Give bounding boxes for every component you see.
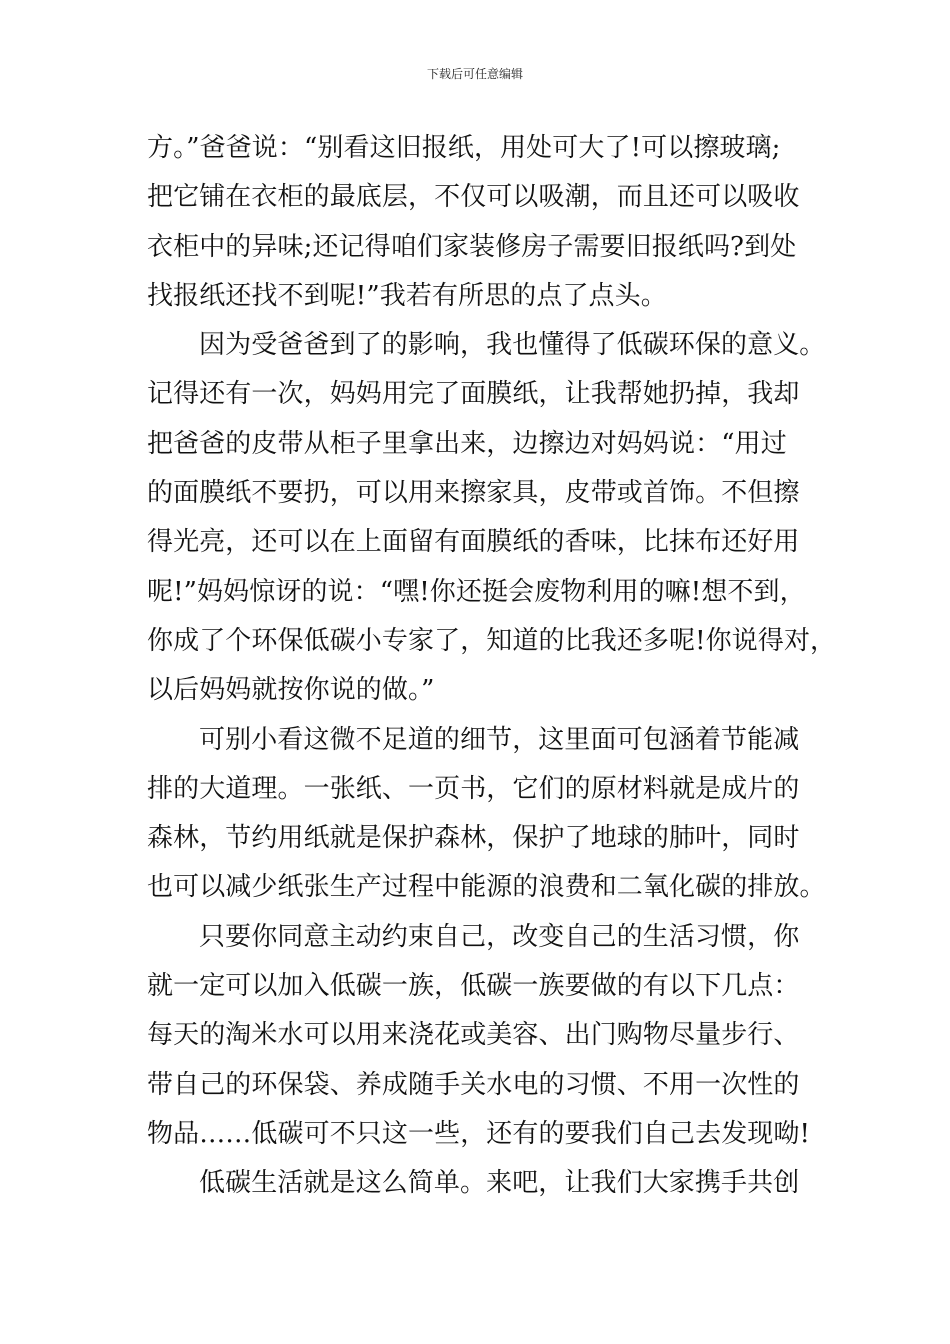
text-line: 方。”爸爸说：“别看这旧报纸，用处可大了!可以擦玻璃; [147, 133, 781, 163]
article-body [147, 124, 837, 1209]
text-line: 把爸爸的皮带从柜子里拿出来，边擦边对妈妈说：“用过 [147, 428, 787, 459]
text-line: 每天的淘米水可以用来浇花或美容、出门购物尽量步行、 [147, 1020, 800, 1051]
text-line: 排的大道理。一张纸、一页书，它们的原材料就是成片的 [147, 773, 800, 804]
text-line: 把它铺在衣柜的最底层，不仅可以吸潮，而且还可以吸收 [147, 182, 800, 213]
text-line: 以后妈妈就按你说的做。” [147, 675, 435, 706]
paragraph-start-line: 只要你同意主动约束自己，改变自己的生活习惯，你 [199, 921, 800, 952]
text-line: 呢!”妈妈惊讶的说：“嘿!你还挺会废物利用的嘛!想不到， [147, 576, 806, 607]
text-line: 物品……低碳可不只这一些，还有的要我们自己去发现呦! [147, 1118, 811, 1149]
text-line: 就一定可以加入低碳一族，低碳一族要做的有以下几点： [147, 971, 800, 1002]
text-line: 记得还有一次，妈妈用完了面膜纸，让我帮她扔掉，我却 [147, 379, 800, 410]
text-line: 带自己的环保袋、养成随手关水电的习惯、不用一次性的 [147, 1069, 800, 1100]
text-line: 森林，节约用纸就是保护森林，保护了地球的肺叶，同时 [147, 823, 800, 854]
text-line: 衣柜中的异味;还记得咱们家装修房子需要旧报纸吗?到处 [147, 231, 797, 262]
paragraph-start-line: 低碳生活就是这么简单。来吧，让我们大家携手共创 [199, 1168, 800, 1199]
text-line: 找报纸还找不到呢!”我若有所思的点了点头。 [147, 280, 667, 311]
paragraph-start-line: 可别小看这微不足道的细节，这里面可包涵着节能减 [199, 724, 800, 755]
text-line: 你成了个环保低碳小专家了，知道的比我还多呢!你说得对， [147, 625, 837, 656]
paragraph-start-line: 因为受爸爸到了的影响，我也懂得了低碳环保的意义。 [199, 330, 826, 361]
text-line: 得光亮，还可以在上面留有面膜纸的香味，比抹布还好用 [147, 527, 800, 558]
text-line: 也可以减少纸张生产过程中能源的浪费和二氧化碳的排放。 [147, 872, 826, 903]
text-line: 的面膜纸不要扔，可以用来擦家具，皮带或首饰。不但擦 [147, 478, 800, 509]
page-header: 下载后可任意编辑 [426, 67, 523, 81]
